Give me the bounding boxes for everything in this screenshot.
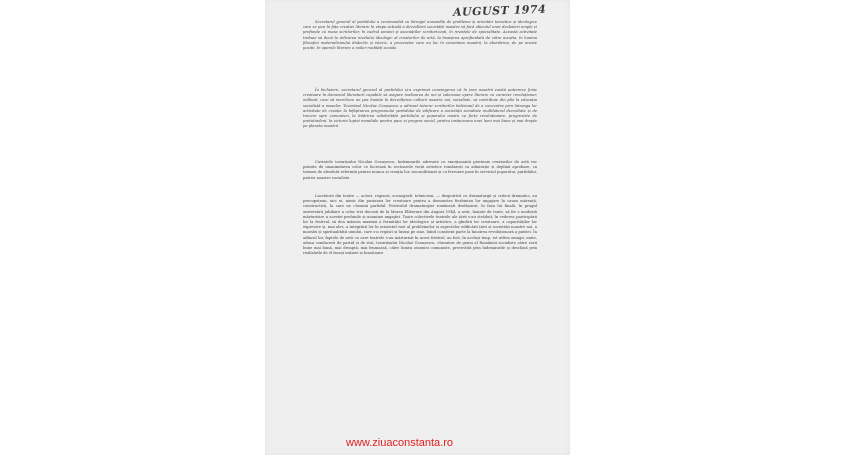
paragraph-block xyxy=(303,88,537,130)
paragraph: Lucrătorii din teatre — actori, regizori, scenografi, tehnicieni, — dezpotrivă cu dramaturgii și criticii dramatici, au precupețeau, aici ei, nimic din pasiunea lor creatoare pentru a demonstra fierbintea lor angajare la cauza măreață, constructivă, la care ne cheamă partidul. Festivalul dramaturgiei românești desfășurat, în faza lui finală, în pragul aniversării jubiliare a celor trei decenii de la Marea Eliberare din August 1944, a avut, înainte de toate, să fie o modestă mărturisire a acestei profunde și unanime angajări. Toate colectivele teatrale ale țării s-au străduit, în vederea participării lor la festival, să dea măsura maximă a fermității lor ideologice și artistice, a gîndirii lor creatoare, a capacităților lor expresive și, mai ales, a integrării lor în orizontul vast al problemelor și aspectelor edificării țării și societății noastre noi, a moralei și spiritualității umului, care s-a regăsit și însuși pe sine, luînd conștient parte la înnoirea revoluționară a patriei. În adîncul lor, faptele de artă cu care teatrele s-au mărturisit în acest festival, au fost, în același timp, tot atîtea omagii, unite, adusa conducerii de partid și de stat, tovarășului Nicolae Ceaușescu, cîrmuitor de geniu al României socialiste către zorii bune mai bună, mai dreaptă, mai frumoasă, către lumea omeniei comuniste, prevestită prin îndemnurile și deschisă prin realizările de el înseși inițiate și înnoitoare. xyxy=(303,194,537,256)
scanned-document-page xyxy=(265,0,570,455)
paragraph: Cuvintele tovarășului Nicolae Ceaușescu, îndemnurile adresate cu emoționantă prietenie creatorilor de artă vor primite de unanimitatea celor ce lucrează în sectoarele vieții artistice românești cu admirație și deplină aprobare, ca termen de absolută referință pentru munca și creația lor, neconditionat și cu fervoare puse în serviciul poporului, partidului, patriei noastre socialiste. xyxy=(303,160,537,180)
site-watermark: www.ziuaconstanta.ro xyxy=(346,437,453,449)
paragraph: În încheiere, secretarul general al partidului și-a exprimat convingerea că în țara noastră există puternice forțe creatoare în domeniul literaturii capabile să asigure realizarea de noi și valoroase opere literare cu caracter revoluționar, militant, care să marcheze un pas înainte în dezvoltarea culturii noastre noi, socialiste, să contribuie din plin la educația socialistă a maselor. Tovarășul Nicolae Ceaușescu a adresat tuturor scriitorilor îndemnul de a concentra prin întreaga lor activitate de creație la înfăptuirea programului partidului de edificare a societății socialiste multilateral dezvoltate și de trecere spre comunism, la întărirea solidarității partidului și poporului nostru cu forțe revoluționare, progresiste de pretutindeni, la victoria luptei mondiale pentru pace și progres social, pentru instaurarea unei lumi mai bune și mai drepte pe planeta noastră. xyxy=(303,88,537,129)
paragraph: Secretarul general al partidului a recomandat ca întregul ansamblu de probleme și orientări teoretice și ideologice care se pun în fața creației literare în etapa actuală a dezvoltării societății noastre să facă obiectul unor dezbateri ample și profunde cu masa scriitorilor, în cadrul uniunii și asociațiilor scriitoricești, în revistele de specialitate. Această activitate trebuie să ducă la ridicarea nivelului ideologic al creatorilor de artă, la însușirea aprofundată de către aceștia, în lumina filozofiei materialismului dialectic și istoric, a proceselor care au loc în societatea noastră, la abordarea, de pe aceste poziții, în operele literare a noilor realități sociale. xyxy=(303,20,537,51)
handwritten-date-note: AUGUST 1974 xyxy=(452,2,547,19)
paragraph-block xyxy=(303,194,537,256)
paragraph-block xyxy=(303,160,537,181)
paragraph-block xyxy=(303,20,537,51)
